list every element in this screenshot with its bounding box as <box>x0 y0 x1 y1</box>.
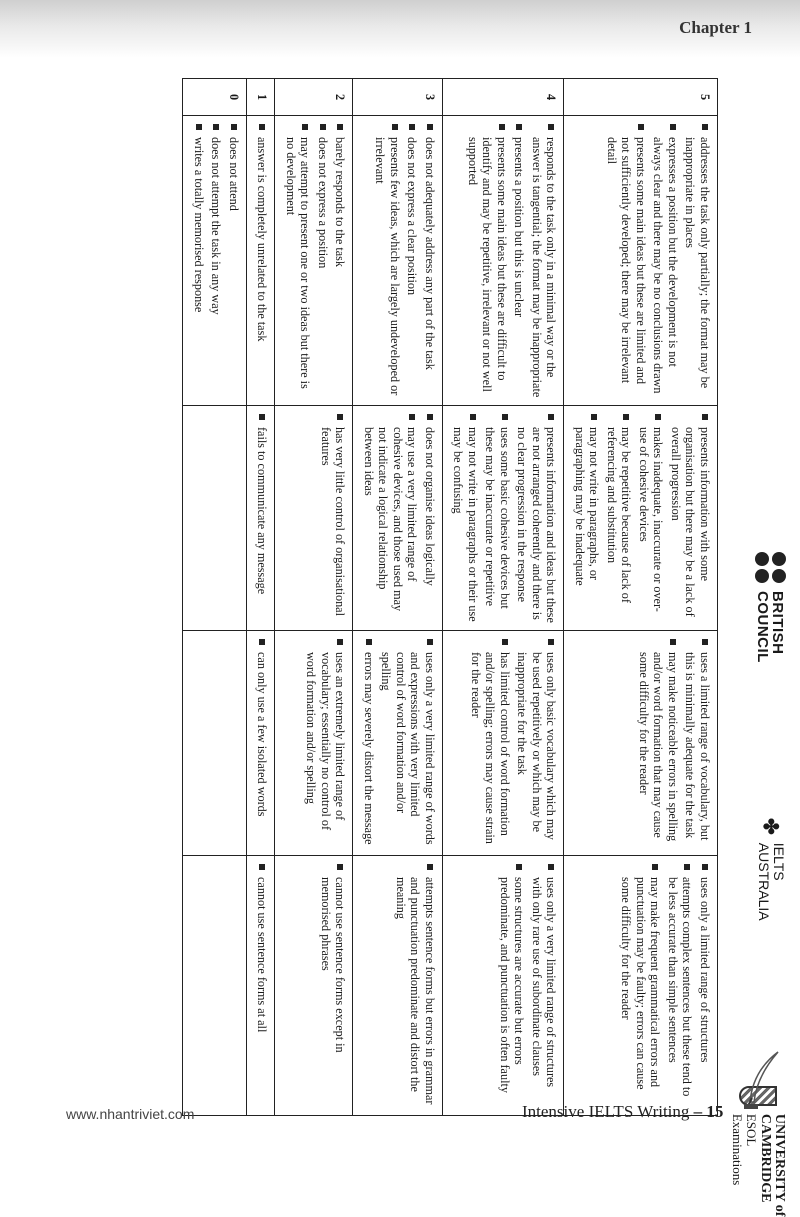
british-council-line-2: COUNCIL <box>754 591 772 663</box>
cambridge-line-2: ESOL Examinations <box>730 1113 759 1186</box>
ielts-line-2: AUSTRALIA <box>756 842 772 921</box>
band-score: 2 <box>275 79 353 116</box>
band-score: 3 <box>353 79 443 116</box>
quill-icon <box>742 1050 782 1110</box>
descriptor-item: attempts complex sentences but these tend to be less accurate than simple sentences <box>666 863 695 1108</box>
descriptor-item: may make frequent grammatical errors and punctuation may be faulty; errors can cause some difficulty for the reader <box>619 863 663 1108</box>
descriptor-item: presents some main ideas but these are difficult to identify and may be repetitive, irrelevant or not well supported <box>466 123 510 398</box>
descriptor-list <box>255 638 270 848</box>
british-council-line-1: BRITISH <box>769 591 787 655</box>
descriptor-list <box>573 413 713 623</box>
ielts-line-1: IELTS <box>771 842 787 881</box>
criterion-cell-c2 <box>247 406 276 631</box>
descriptor-item: answer is completely unrelated to the task <box>255 123 270 398</box>
descriptor-item: may make noticeable errors in spelling and/or word formation that may cause some difficulty for the reader <box>637 638 681 848</box>
descriptor-list <box>362 638 438 848</box>
descriptor-item: expresses a position but the development is not always clear and there may be no conclusions drawn <box>651 123 680 398</box>
descriptor-item: may not write in paragraphs, or paragraphing may be inadequate <box>573 413 602 623</box>
descriptor-item: uses an extremely limited range of vocabulary; essentially no control of word formation and/or spelling <box>304 638 348 848</box>
descriptor-item: errors may severely distort the message <box>362 638 377 848</box>
descriptor-list <box>451 413 559 623</box>
criterion-cell-c3 <box>275 631 353 856</box>
descriptor-item: uses only basic vocabulary which may be used repetitively or which may be inappropriate for the task <box>515 638 559 848</box>
descriptor-item: uses a limited range of vocabulary, but this is minimally adequate for the task <box>683 638 712 848</box>
descriptor-list <box>255 123 270 398</box>
descriptor-list <box>255 413 270 623</box>
descriptor-list <box>362 413 438 623</box>
descriptor-item: some structures are accurate but errors predominate, and punctuation is often faulty <box>498 863 527 1108</box>
descriptor-item: does not organise ideas logically <box>423 413 438 623</box>
descriptor-item: uses only a very limited range of structures with only rare use of subordinate clauses <box>530 863 559 1108</box>
descriptor-list <box>319 413 348 623</box>
descriptor-item: fails to communicate any message <box>255 413 270 623</box>
criterion-cell-c3 <box>247 631 276 856</box>
criterion-cell-c2 <box>443 406 565 631</box>
criterion-cell-c1 <box>275 116 353 406</box>
descriptor-item: cannot use sentence forms except in memorised phrases <box>319 863 348 1108</box>
footer-page-number: – 15 <box>693 1102 724 1121</box>
criterion-cell-c1 <box>353 116 443 406</box>
descriptor-list <box>394 863 438 1108</box>
descriptor-list <box>304 638 348 848</box>
descriptor-item: attempts sentence forms but errors in grammar and punctuation predominate and distort the meaning <box>394 863 438 1108</box>
descriptor-item: uses some basic cohesive devices but these may be inaccurate or repetitive <box>483 413 512 623</box>
descriptor-item: barely responds to the task <box>333 123 348 398</box>
band-descriptor-table <box>183 78 719 1116</box>
descriptor-item: writes a totally memorised response <box>192 123 207 398</box>
band-row <box>247 79 276 1116</box>
descriptor-list <box>373 123 437 398</box>
band-score: 0 <box>183 79 247 116</box>
criterion-cell-c3 <box>564 631 718 856</box>
descriptor-item: addresses the task only partially; the format may be inappropriate in places <box>683 123 712 398</box>
descriptor-item: may attempt to present one or two ideas but there is no development <box>284 123 313 398</box>
descriptor-item: presents information and ideas but these are not arranged coherently and there is no clear progression in the response <box>515 413 559 623</box>
descriptor-item: can only use a few isolated words <box>255 638 270 848</box>
descriptor-list <box>319 863 348 1108</box>
descriptor-item: presents information with some organisation but there may be a lack of overall progression <box>669 413 713 623</box>
band-row <box>275 79 353 1116</box>
descriptor-item: may not write in paragraphs or their use may be confusing <box>451 413 480 623</box>
descriptor-item: cannot use sentence forms at all <box>255 863 270 1108</box>
criterion-cell-c3 <box>443 631 565 856</box>
british-council-dots-icon <box>755 552 786 583</box>
descriptor-list <box>619 863 712 1108</box>
descriptor-item: has limited control of word formation and/or spelling; errors may cause strain for the reader <box>469 638 513 848</box>
ielts-australia-logo <box>756 818 786 921</box>
footer-url: www.nhantriviet.com <box>66 1106 195 1122</box>
criterion-cell-c4 <box>564 856 718 1116</box>
band-row <box>443 79 565 1116</box>
criterion-cell-c2 <box>564 406 718 631</box>
descriptor-item: presents few ideas, which are largely undeveloped or irrelevant <box>373 123 402 398</box>
descriptor-item: presents some main ideas but these are limited and not sufficiently developed; there may be irrelevant detail <box>605 123 649 398</box>
chapter-label: Chapter 1 <box>679 18 752 37</box>
footer-book-title: Intensive IELTS Writing <box>522 1102 690 1121</box>
descriptor-item: has very little control of organisational features <box>319 413 348 623</box>
band-score: 1 <box>247 79 276 116</box>
descriptor-item: does not express a position <box>316 123 331 398</box>
cambridge-line-1: UNIVERSITY of CAMBRIDGE <box>758 1113 787 1217</box>
criterion-cell-c2 <box>183 406 247 631</box>
descriptor-item: makes inadequate, inaccurate or over-use of cohesive devices <box>637 413 666 623</box>
idp-mark-icon: ✤ <box>759 818 782 835</box>
criterion-cell-c1 <box>443 116 565 406</box>
descriptor-list <box>637 638 713 848</box>
band-row <box>183 79 247 1116</box>
criterion-cell-c4 <box>443 856 565 1116</box>
criterion-cell-c3 <box>353 631 443 856</box>
criterion-cell-c4 <box>275 856 353 1116</box>
footer-title <box>522 1102 723 1122</box>
descriptor-list <box>466 123 559 398</box>
criterion-cell-c1 <box>564 116 718 406</box>
descriptor-item: uses only a limited range of structures <box>698 863 713 1108</box>
british-council-logo <box>755 552 786 663</box>
descriptor-list <box>498 863 559 1108</box>
criterion-cell-c3 <box>183 631 247 856</box>
descriptor-item: may be repetitive because of lack of referencing and substitution <box>605 413 634 623</box>
descriptor-list <box>469 638 559 848</box>
descriptor-item: may use a very limited range of cohesive devices, and those used may not indicate a logical relationship between ideas <box>362 413 420 623</box>
descriptor-item: does not adequately address any part of the task <box>423 123 438 398</box>
criterion-cell-c4 <box>353 856 443 1116</box>
criterion-cell-c4 <box>183 856 247 1116</box>
criterion-cell-c4 <box>247 856 276 1116</box>
descriptor-item: does not attempt the task in any way <box>209 123 224 398</box>
descriptor-item: responds to the task only in a minimal way or the answer is tangential; the format may be inappropriate <box>530 123 559 398</box>
criterion-cell-c1 <box>183 116 247 406</box>
descriptor-list <box>192 123 242 398</box>
logo-row <box>720 78 796 1217</box>
descriptor-list <box>284 123 348 398</box>
band-score: 4 <box>443 79 565 116</box>
band-row <box>353 79 443 1116</box>
descriptor-list <box>605 123 713 398</box>
descriptor-item: presents a position but this is unclear <box>512 123 527 398</box>
descriptor-item: does not express a clear position <box>405 123 420 398</box>
descriptor-list <box>255 863 270 1108</box>
criterion-cell-c2 <box>353 406 443 631</box>
band-score: 5 <box>564 79 718 116</box>
band-row <box>564 79 718 1116</box>
criterion-cell-c1 <box>247 116 276 406</box>
criterion-cell-c2 <box>275 406 353 631</box>
descriptor-item: does not attend <box>227 123 242 398</box>
descriptor-item: uses only a very limited range of words and expressions with very limited control of word formation and/or spelling <box>379 638 437 848</box>
